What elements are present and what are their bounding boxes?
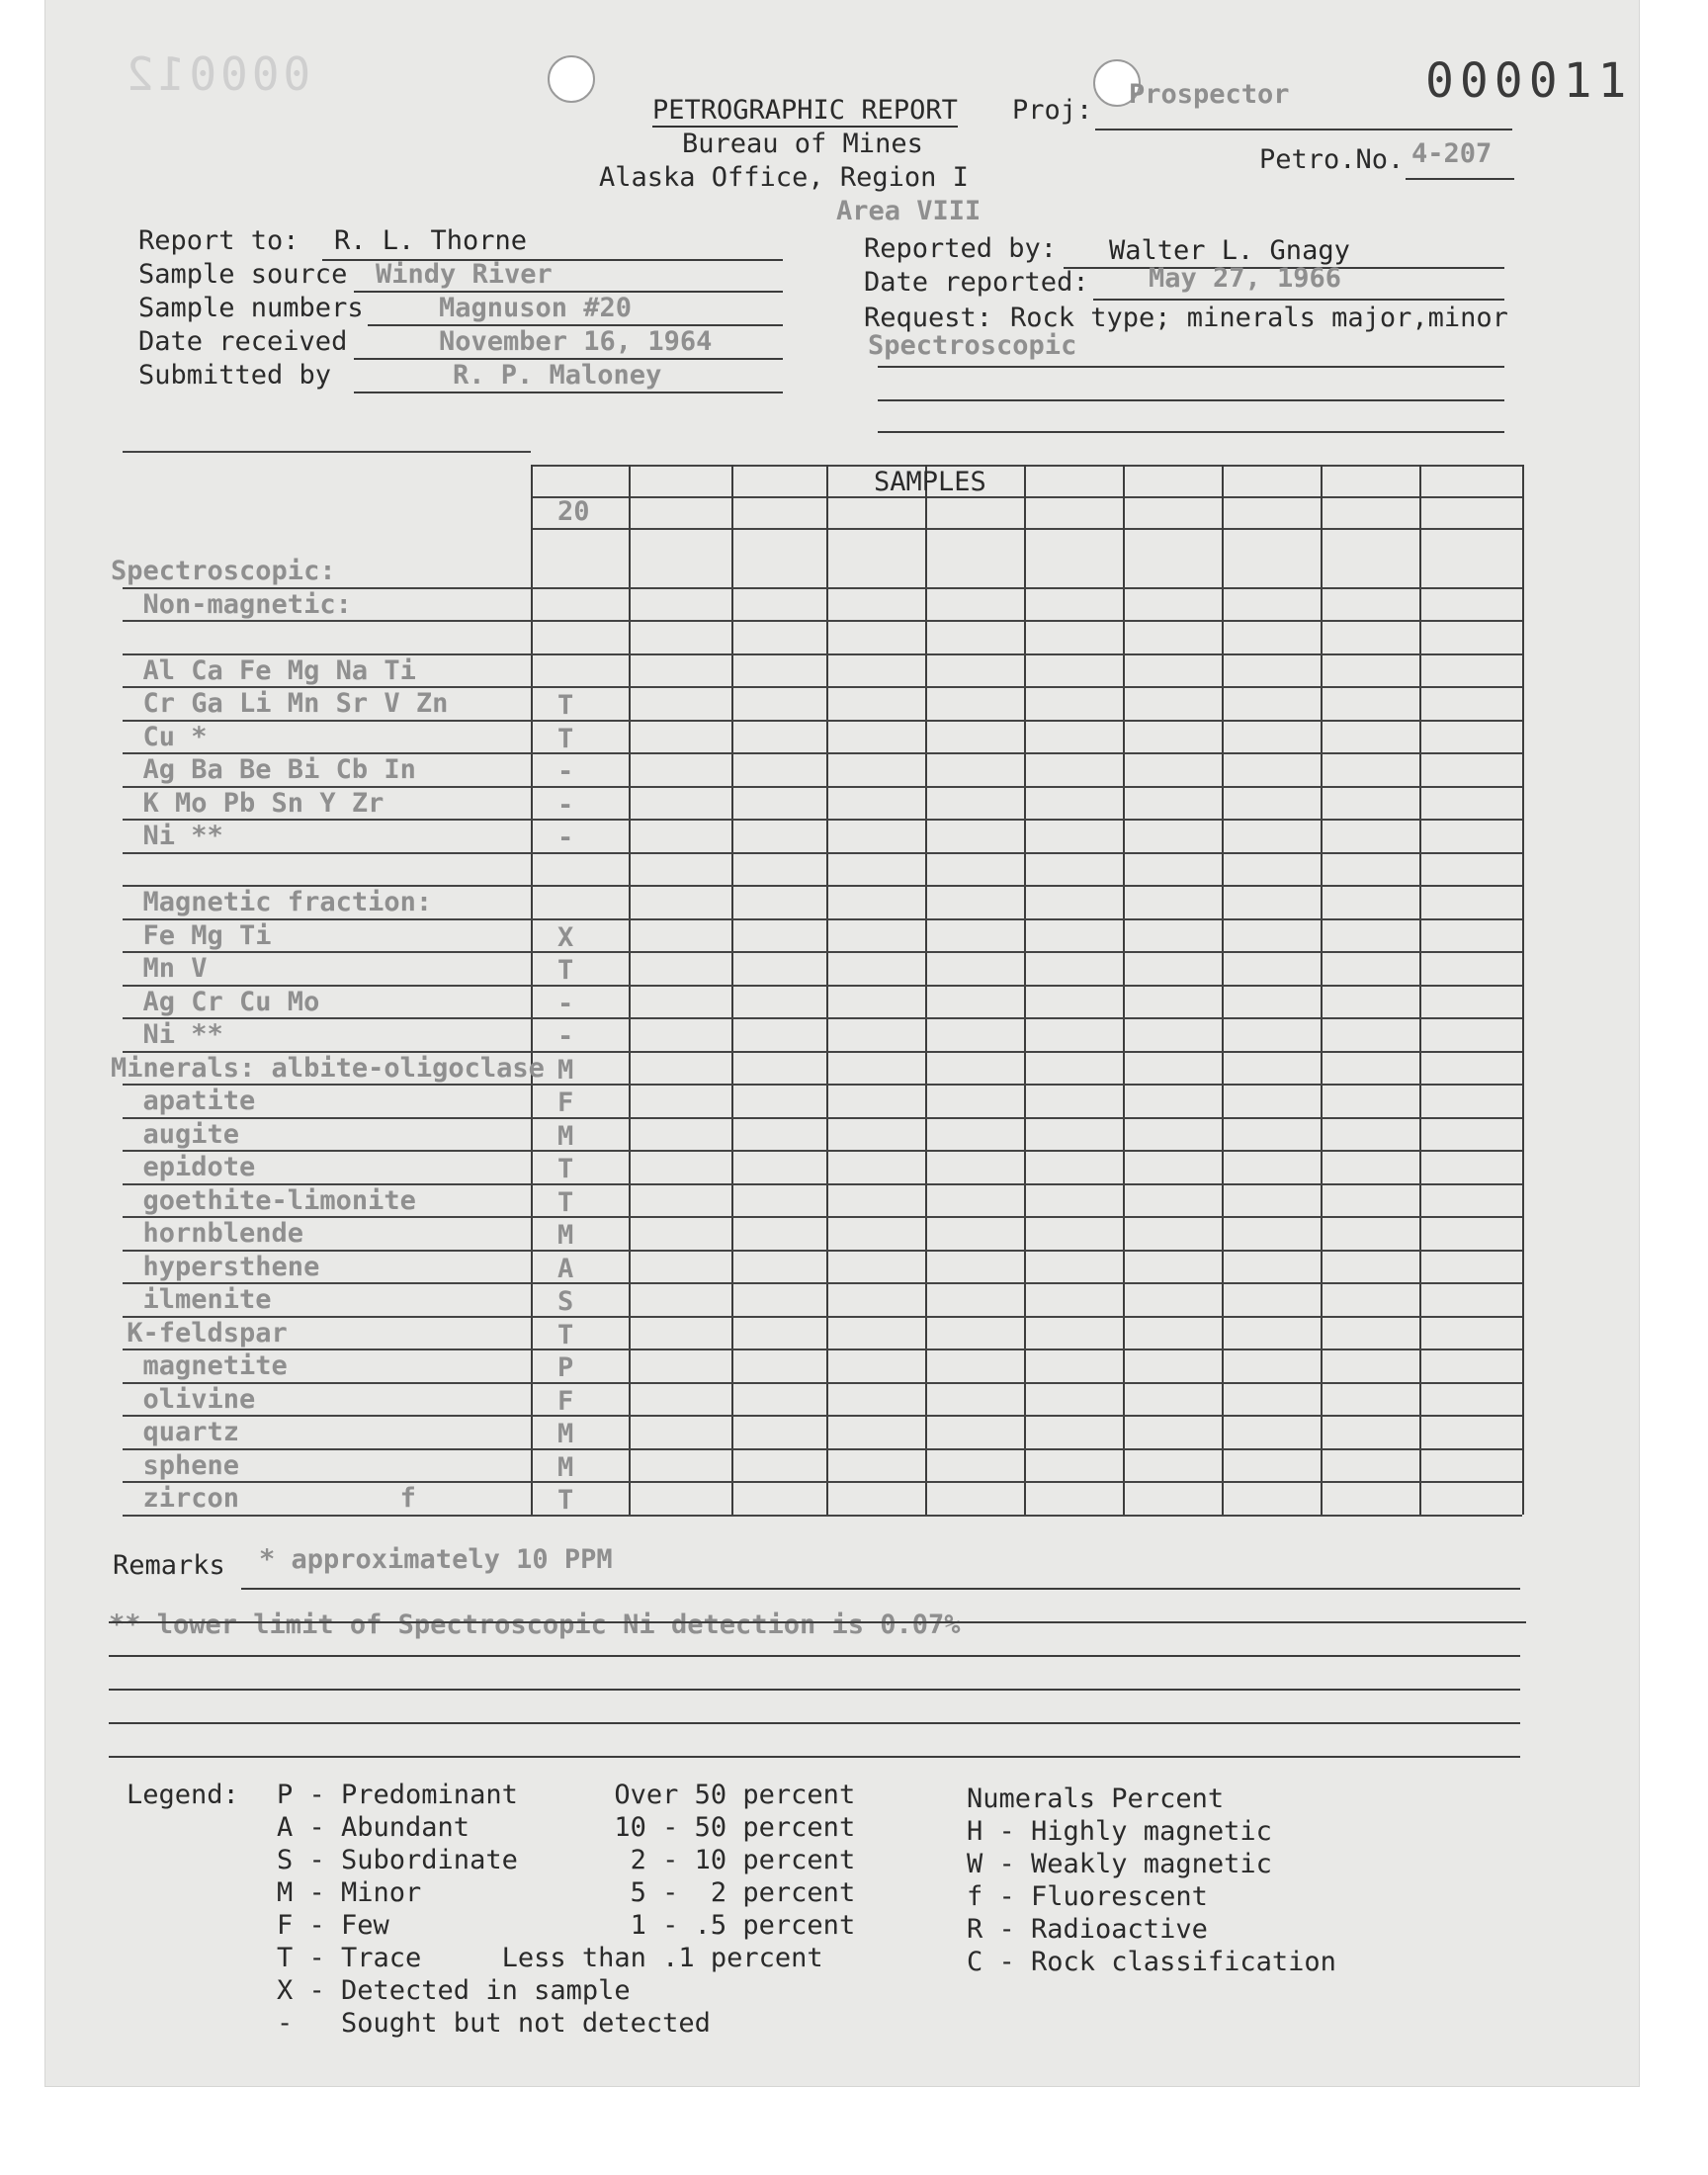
legend-entry: Numerals Percent (967, 1784, 1225, 1814)
submitted-by-value: R. P. Maloney (453, 360, 662, 391)
reported-by-value: Walter L. Gnagy (1109, 235, 1350, 266)
table-row-line (123, 620, 1522, 622)
table-row-line (123, 1084, 1522, 1086)
remarks-label: Remarks (113, 1550, 225, 1581)
table-row-value: F (557, 1385, 574, 1417)
table-row-value: S (557, 1286, 574, 1317)
table-row-label: Spectroscopic: (111, 556, 336, 586)
table-row-value: M (557, 1220, 574, 1251)
table-row-line (123, 1515, 1522, 1517)
table-row-value: T (557, 1319, 574, 1350)
table-row-value: T (557, 723, 574, 754)
table-row-line (123, 1282, 1522, 1284)
date-reported-underline (1093, 299, 1504, 301)
report-to-label: Report to: (138, 225, 299, 256)
table-row-label: magnetite (111, 1350, 288, 1381)
samples-header: SAMPLES (874, 467, 986, 497)
table-row-label: Non-magnetic: (111, 588, 352, 620)
petro-underline (1406, 178, 1514, 180)
table-row-value: M (557, 1054, 574, 1086)
samples-header-line (531, 496, 1522, 498)
table-row-label: ilmenite (111, 1284, 272, 1315)
table-row-label: apatite (111, 1086, 256, 1116)
report-title: PETROGRAPHIC REPORT (652, 95, 958, 126)
table-row-label: goethite-limonite (111, 1184, 416, 1216)
sample-number-line (531, 528, 1522, 530)
table-row-value: T (557, 1154, 574, 1184)
table-column-line (925, 465, 927, 1515)
table-row-line (123, 1348, 1522, 1350)
table-row-line (123, 1216, 1522, 1218)
reported-by-label: Reported by: (864, 233, 1058, 264)
table-row-value: T (557, 1186, 574, 1218)
legend-entry: X - Detected in sample (277, 1975, 631, 2006)
table-row-line (123, 1150, 1522, 1152)
table-row-value: X (557, 921, 574, 953)
request-underline-2 (878, 399, 1504, 401)
sample-source-value: Windy River (376, 259, 553, 290)
sample-source-label: Sample source (138, 259, 348, 290)
table-row-label: sphene (111, 1449, 240, 1481)
stamp-number-faint: 000012 (123, 47, 311, 101)
remarks-underline-5 (109, 1722, 1520, 1724)
legend-label: Legend: (127, 1780, 239, 1810)
table-row-line (123, 1017, 1522, 1019)
table-column-line (531, 465, 533, 1515)
table-row-line (123, 951, 1522, 953)
table-row-value: T (557, 690, 574, 721)
date-received-label: Date received (138, 326, 348, 357)
request-underline-1 (878, 366, 1504, 368)
remarks-underline-3 (109, 1655, 1520, 1657)
request-value: Rock type; minerals major,minor (1010, 303, 1508, 333)
table-row-value: F (557, 1088, 574, 1118)
report-to-value: R. L. Thorne (334, 225, 528, 256)
remarks-underline-6 (109, 1756, 1520, 1758)
table-row-line (123, 852, 1522, 854)
proj-label: Proj: (1012, 95, 1093, 126)
table-row-label: Al Ca Fe Mg Na Ti (111, 654, 416, 686)
petro-label: Petro.No. (1259, 144, 1405, 175)
table-row-label: K-feldspar (111, 1317, 288, 1348)
table-row-label: epidote (111, 1152, 256, 1182)
legend-entry: F - Few 1 - .5 percent (277, 1910, 856, 1941)
table-row-line (123, 1382, 1522, 1384)
proj-underline (1095, 129, 1512, 130)
table-row-label: augite (111, 1118, 240, 1150)
table-row-label: hypersthene (111, 1251, 320, 1282)
table-column-line (1222, 465, 1224, 1515)
table-column-line (826, 465, 828, 1515)
table-row-label: olivine (111, 1383, 256, 1415)
table-row-label: zircon f (111, 1483, 416, 1514)
table-row-label: Cr Ga Li Mn Sr V Zn (111, 688, 449, 719)
table-column-line (731, 465, 733, 1515)
submitted-by-underline (354, 392, 783, 393)
table-row-value: T (557, 955, 574, 986)
table-row-value: - (557, 823, 574, 853)
table-row-value: P (557, 1352, 574, 1383)
request-underline-3 (878, 431, 1504, 433)
report-sheet (45, 0, 1639, 2086)
table-row-line (123, 1415, 1522, 1417)
table-row-value: - (557, 1021, 574, 1052)
proj-value: Prospector (1129, 79, 1290, 110)
table-row-line (123, 918, 1522, 920)
table-column-line (1321, 465, 1323, 1515)
office-area: Area VIII (836, 196, 982, 226)
table-row-label: K Mo Pb Sn Y Zr (111, 787, 384, 819)
bureau-name: Bureau of Mines (682, 129, 923, 159)
sample-number: 20 (557, 496, 590, 527)
table-row-label: Fe Mg Ti (111, 919, 272, 951)
table-row-label: Cu * (111, 721, 208, 752)
table-row-value: - (557, 988, 574, 1019)
table-column-line (1522, 465, 1524, 1515)
legend-entry: R - Radioactive (967, 1914, 1208, 1945)
petro-value: 4-207 (1411, 138, 1493, 169)
table-row-value: - (557, 789, 574, 821)
table-row-line (123, 985, 1522, 987)
remarks-line-1: * approximately 10 PPM (259, 1544, 613, 1575)
table-row-line (123, 1448, 1522, 1450)
table-top-border (123, 451, 531, 453)
legend-entry: C - Rock classification (967, 1947, 1336, 1977)
table-row-label: quartz (111, 1417, 240, 1447)
submitted-by-label: Submitted by (138, 360, 332, 391)
date-reported-value: May 27, 1966 (1149, 263, 1342, 294)
table-row-value: M (557, 1120, 574, 1152)
stamp-number: 000011 (1425, 53, 1633, 109)
office-name: Alaska Office, Region I (599, 162, 969, 193)
table-row-value: T (557, 1485, 574, 1516)
remarks-underline-2 (109, 1621, 1526, 1623)
sample-numbers-value: Magnuson #20 (439, 293, 633, 323)
table-row-label: Magnetic fraction: (111, 887, 433, 917)
table-row-value: - (557, 756, 574, 787)
table-row-line (123, 1316, 1522, 1318)
table-row-line (123, 819, 1522, 821)
table-row-value: M (557, 1451, 574, 1483)
request-label: Request: (864, 303, 993, 333)
sample-numbers-label: Sample numbers (138, 293, 364, 323)
table-row-line (123, 1250, 1522, 1252)
legend-entry: W - Weakly magnetic (967, 1849, 1272, 1879)
date-received-value: November 16, 1964 (439, 326, 713, 357)
table-row-label: Mn V (111, 953, 208, 984)
table-row-line (123, 720, 1522, 722)
legend-entry: P - Predominant Over 50 percent (277, 1780, 856, 1810)
legend-entry: - Sought but not detected (277, 2008, 711, 2039)
remarks-line-2: ** lower limit of Spectroscopic Ni detection is 0.07% (109, 1610, 961, 1640)
table-column-line (629, 465, 631, 1515)
remarks-underline-1 (241, 1588, 1520, 1590)
table-row-label: hornblende (111, 1218, 304, 1249)
table-column-line (1123, 465, 1125, 1515)
table-column-line (1419, 465, 1421, 1515)
legend-entry: T - Trace Less than .1 percent (277, 1943, 823, 1973)
legend-entry: M - Minor 5 - 2 percent (277, 1877, 856, 1908)
legend-entry: A - Abundant 10 - 50 percent (277, 1812, 856, 1843)
table-top-border-samples (531, 465, 1522, 467)
remarks-underline-4 (109, 1689, 1520, 1691)
table-row-line (123, 1117, 1522, 1119)
table-column-line (1024, 465, 1026, 1515)
legend-entry: S - Subordinate 2 - 10 percent (277, 1845, 856, 1875)
legend-entry: H - Highly magnetic (967, 1816, 1272, 1847)
punch-hole-left (548, 55, 595, 103)
legend-entry: f - Fluorescent (967, 1881, 1208, 1912)
table-row-label: Minerals: albite-oligoclase (111, 1052, 545, 1084)
table-row-label: Ag Cr Cu Mo (111, 986, 320, 1017)
table-row-label: Ni ** (111, 1019, 223, 1050)
table-row-label: Ni ** (111, 821, 223, 851)
table-row-value: A (557, 1253, 574, 1284)
request-value-line2: Spectroscopic (868, 330, 1077, 361)
table-row-value: M (557, 1419, 574, 1449)
table-row-label: Ag Ba Be Bi Cb In (111, 754, 416, 785)
date-reported-label: Date reported: (864, 267, 1089, 298)
